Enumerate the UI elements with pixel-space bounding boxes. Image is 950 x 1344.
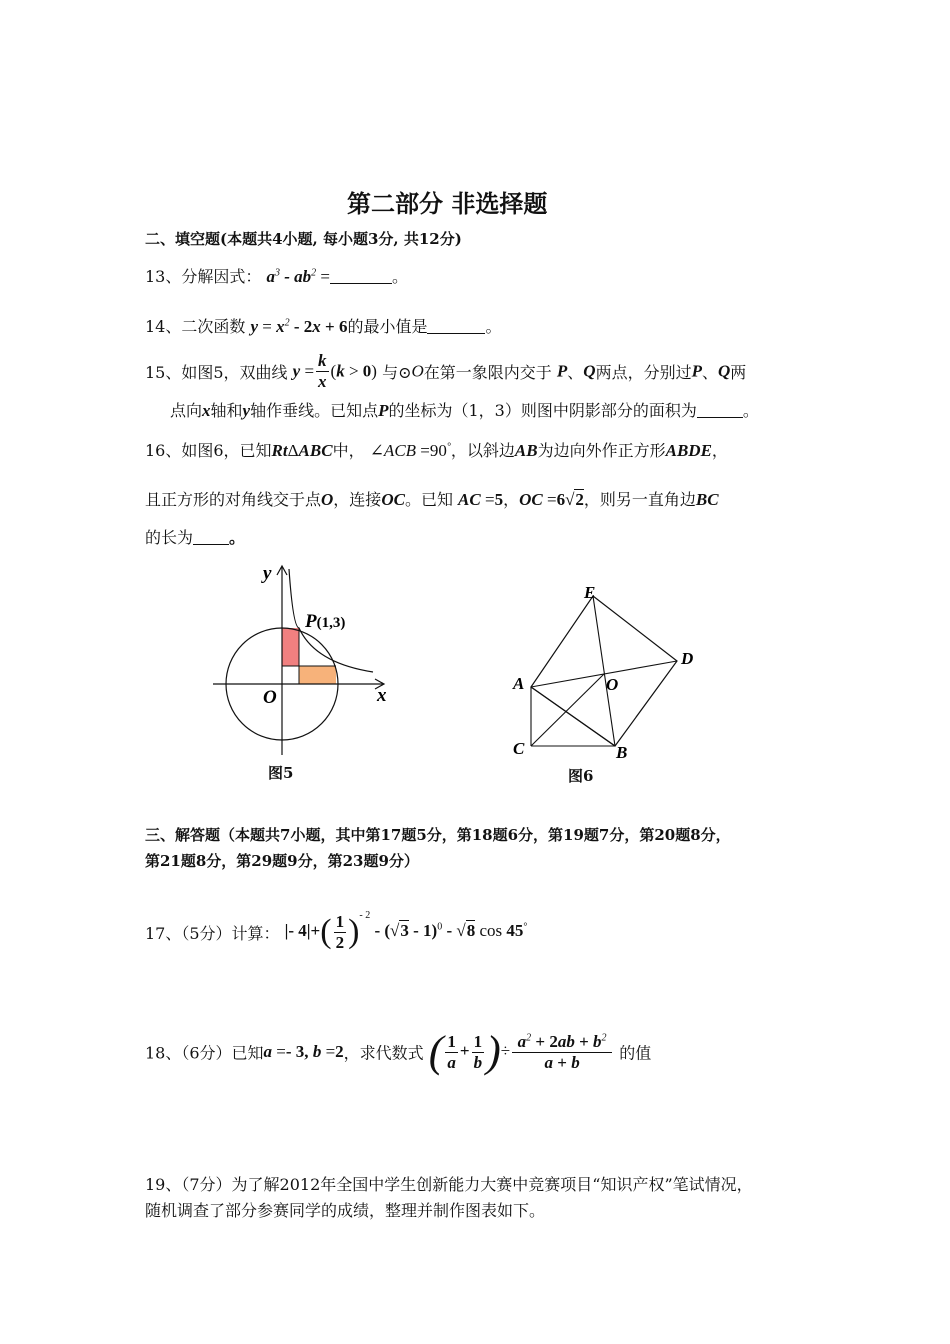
q15-mid2: 在第一象限内交于	[423, 363, 552, 382]
fig5-shaded-left	[282, 628, 299, 666]
question-16-line1: 16、如图6，已知RtΔABC中， ∠ACB =90°，以斜边AB为边向外作正方形ABDE，	[145, 441, 728, 460]
question-19-line1: 19、（7分）为了解2012年全国中学生创新能力大赛中竞赛项目“知识产权”笔试情况，	[145, 1175, 753, 1194]
section3-header-line2: 第21题8分，第29题9分，第23题9分）	[145, 852, 419, 870]
q16-line2a: 且正方形的对角线交于点	[145, 490, 322, 509]
fig6-caption: 图6	[568, 767, 594, 785]
q16-answer-blank[interactable]	[193, 530, 229, 545]
fig5-label-p: P(1,3)	[305, 611, 346, 632]
q15-mid3: 两点，分别过	[595, 363, 692, 382]
question-17	[145, 912, 527, 953]
fig5-label-y: y	[263, 563, 272, 584]
question-19-line2: 随机调查了部分参赛同学的成绩，整理并制作图表如下。	[145, 1201, 546, 1220]
q17-prefix: 17、（5分）计算：	[145, 924, 280, 943]
q18-mid: ，求代数式	[343, 1043, 424, 1063]
q15-line2c: 轴作垂线。已知点	[250, 401, 379, 420]
q15-line2d: 的坐标为（1，3）则图中阴影部分的面积为	[388, 401, 697, 420]
q15-fraction: $\frac{k}{x}$	[318, 351, 327, 391]
q15-hyperbola: y =	[292, 361, 315, 381]
fig5-shaded-right	[299, 666, 336, 684]
q18-prefix: 18、（6分）已知	[145, 1043, 264, 1063]
fig6-label-o: O	[606, 675, 619, 694]
q13-prefix: 13、分解因式：	[145, 267, 262, 286]
q16-prefix: 16、如图6，已知	[145, 441, 272, 460]
q13-formula: $a^3 - ab^2$ =	[266, 267, 330, 286]
question-16-line3: 的长为 。	[145, 528, 246, 547]
fig5-caption: 图5	[268, 764, 294, 782]
q16-line2c: 。已知	[404, 490, 453, 509]
q15-prefix: 15、如图5，双曲线	[145, 363, 288, 382]
section3-header-line1: 三、解答题（本题共7小题，其中第17题5分，第18题6分，第19题7分，第20题8分，	[145, 826, 731, 844]
q16-line2b: ，连接	[333, 490, 382, 509]
fig6-label-b: B	[616, 743, 628, 762]
figure-6	[505, 580, 705, 765]
question-14: 14、二次函数 $y = x^2 - 2x + 6$的最小值是 。	[145, 317, 502, 336]
question-13: 13、分解因式： $a^3 - ab^2$ = 。	[145, 267, 408, 286]
q18-suffix: 的值	[619, 1043, 652, 1063]
q15-answer-blank[interactable]	[697, 403, 743, 418]
q16-mid2: ，以斜边	[450, 441, 515, 460]
part-title: 第二部分 非选择题	[347, 190, 548, 218]
fig6-label-d: D	[681, 649, 694, 668]
q14-formula: $y = x^2 - 2x + 6$	[250, 317, 348, 336]
q16-line3: 的长为	[145, 528, 194, 547]
section2-header: 二、填空题(本题共4小题, 每小题3分, 共12分)	[145, 230, 462, 248]
question-15-line2: 点向x轴和y轴作垂线。已知点P的坐标为（1，3）则图中阴影部分的面积为 。	[170, 401, 759, 420]
fig6-diagonal-eb	[593, 596, 615, 746]
question-16-line2: 且正方形的对角线交于点O，连接OC。已知 AC =5，OC =6√2，则另一直角边BC	[145, 490, 719, 509]
fig6-label-a: A	[513, 674, 525, 693]
q18-expression: ( $\frac{1}{a}$ + $\frac{1}{b}$ )÷ $\frac{a^2 + 2ab + b^2}{a + b}$	[429, 1041, 614, 1060]
fig6-label-c: C	[513, 739, 525, 758]
q14-answer-blank[interactable]	[427, 319, 485, 334]
q16-line2d: ，则另一直角边	[583, 490, 696, 509]
q14-prefix: 14、二次函数	[145, 317, 246, 336]
q16-mid1: 中，	[332, 441, 365, 460]
figure-5	[205, 555, 405, 765]
question-18: 18、（6分）已知a =- 3, b =2，求代数式 ( $\frac{1}{a}$ + $\frac{1}{b}$ )÷ $\frac{a^2 + 2ab + b^2}{a + b}$ 的值	[145, 1027, 652, 1076]
question-15-line1: 15、如图5，双曲线 y = $\frac{k}{x}$ (k > 0) 与⊙O在第一象限内交于 P、Q两点，分别过P、Q两	[145, 351, 747, 391]
q15-line2b: 轴和	[210, 401, 243, 420]
fig6-label-e: E	[584, 583, 596, 602]
q14-suffix: 的最小值是	[347, 317, 428, 336]
fig5-label-x: x	[377, 685, 387, 706]
q15-line2a: 点向	[170, 401, 203, 420]
q15-mid4: 两	[730, 363, 747, 382]
q15-mid1: 与⊙	[382, 363, 412, 382]
q13-answer-blank[interactable]	[330, 269, 392, 284]
fig5-label-o: O	[263, 687, 277, 708]
q17-expression: |- 4|+( $\frac{1}{2}$ )$^{- 2}$ - (√3 - 1)$^0$ - √8 cos 45°	[284, 910, 528, 952]
fig6-segment-ab	[531, 687, 615, 746]
q16-mid3: 为边向外作正方形	[537, 441, 666, 460]
